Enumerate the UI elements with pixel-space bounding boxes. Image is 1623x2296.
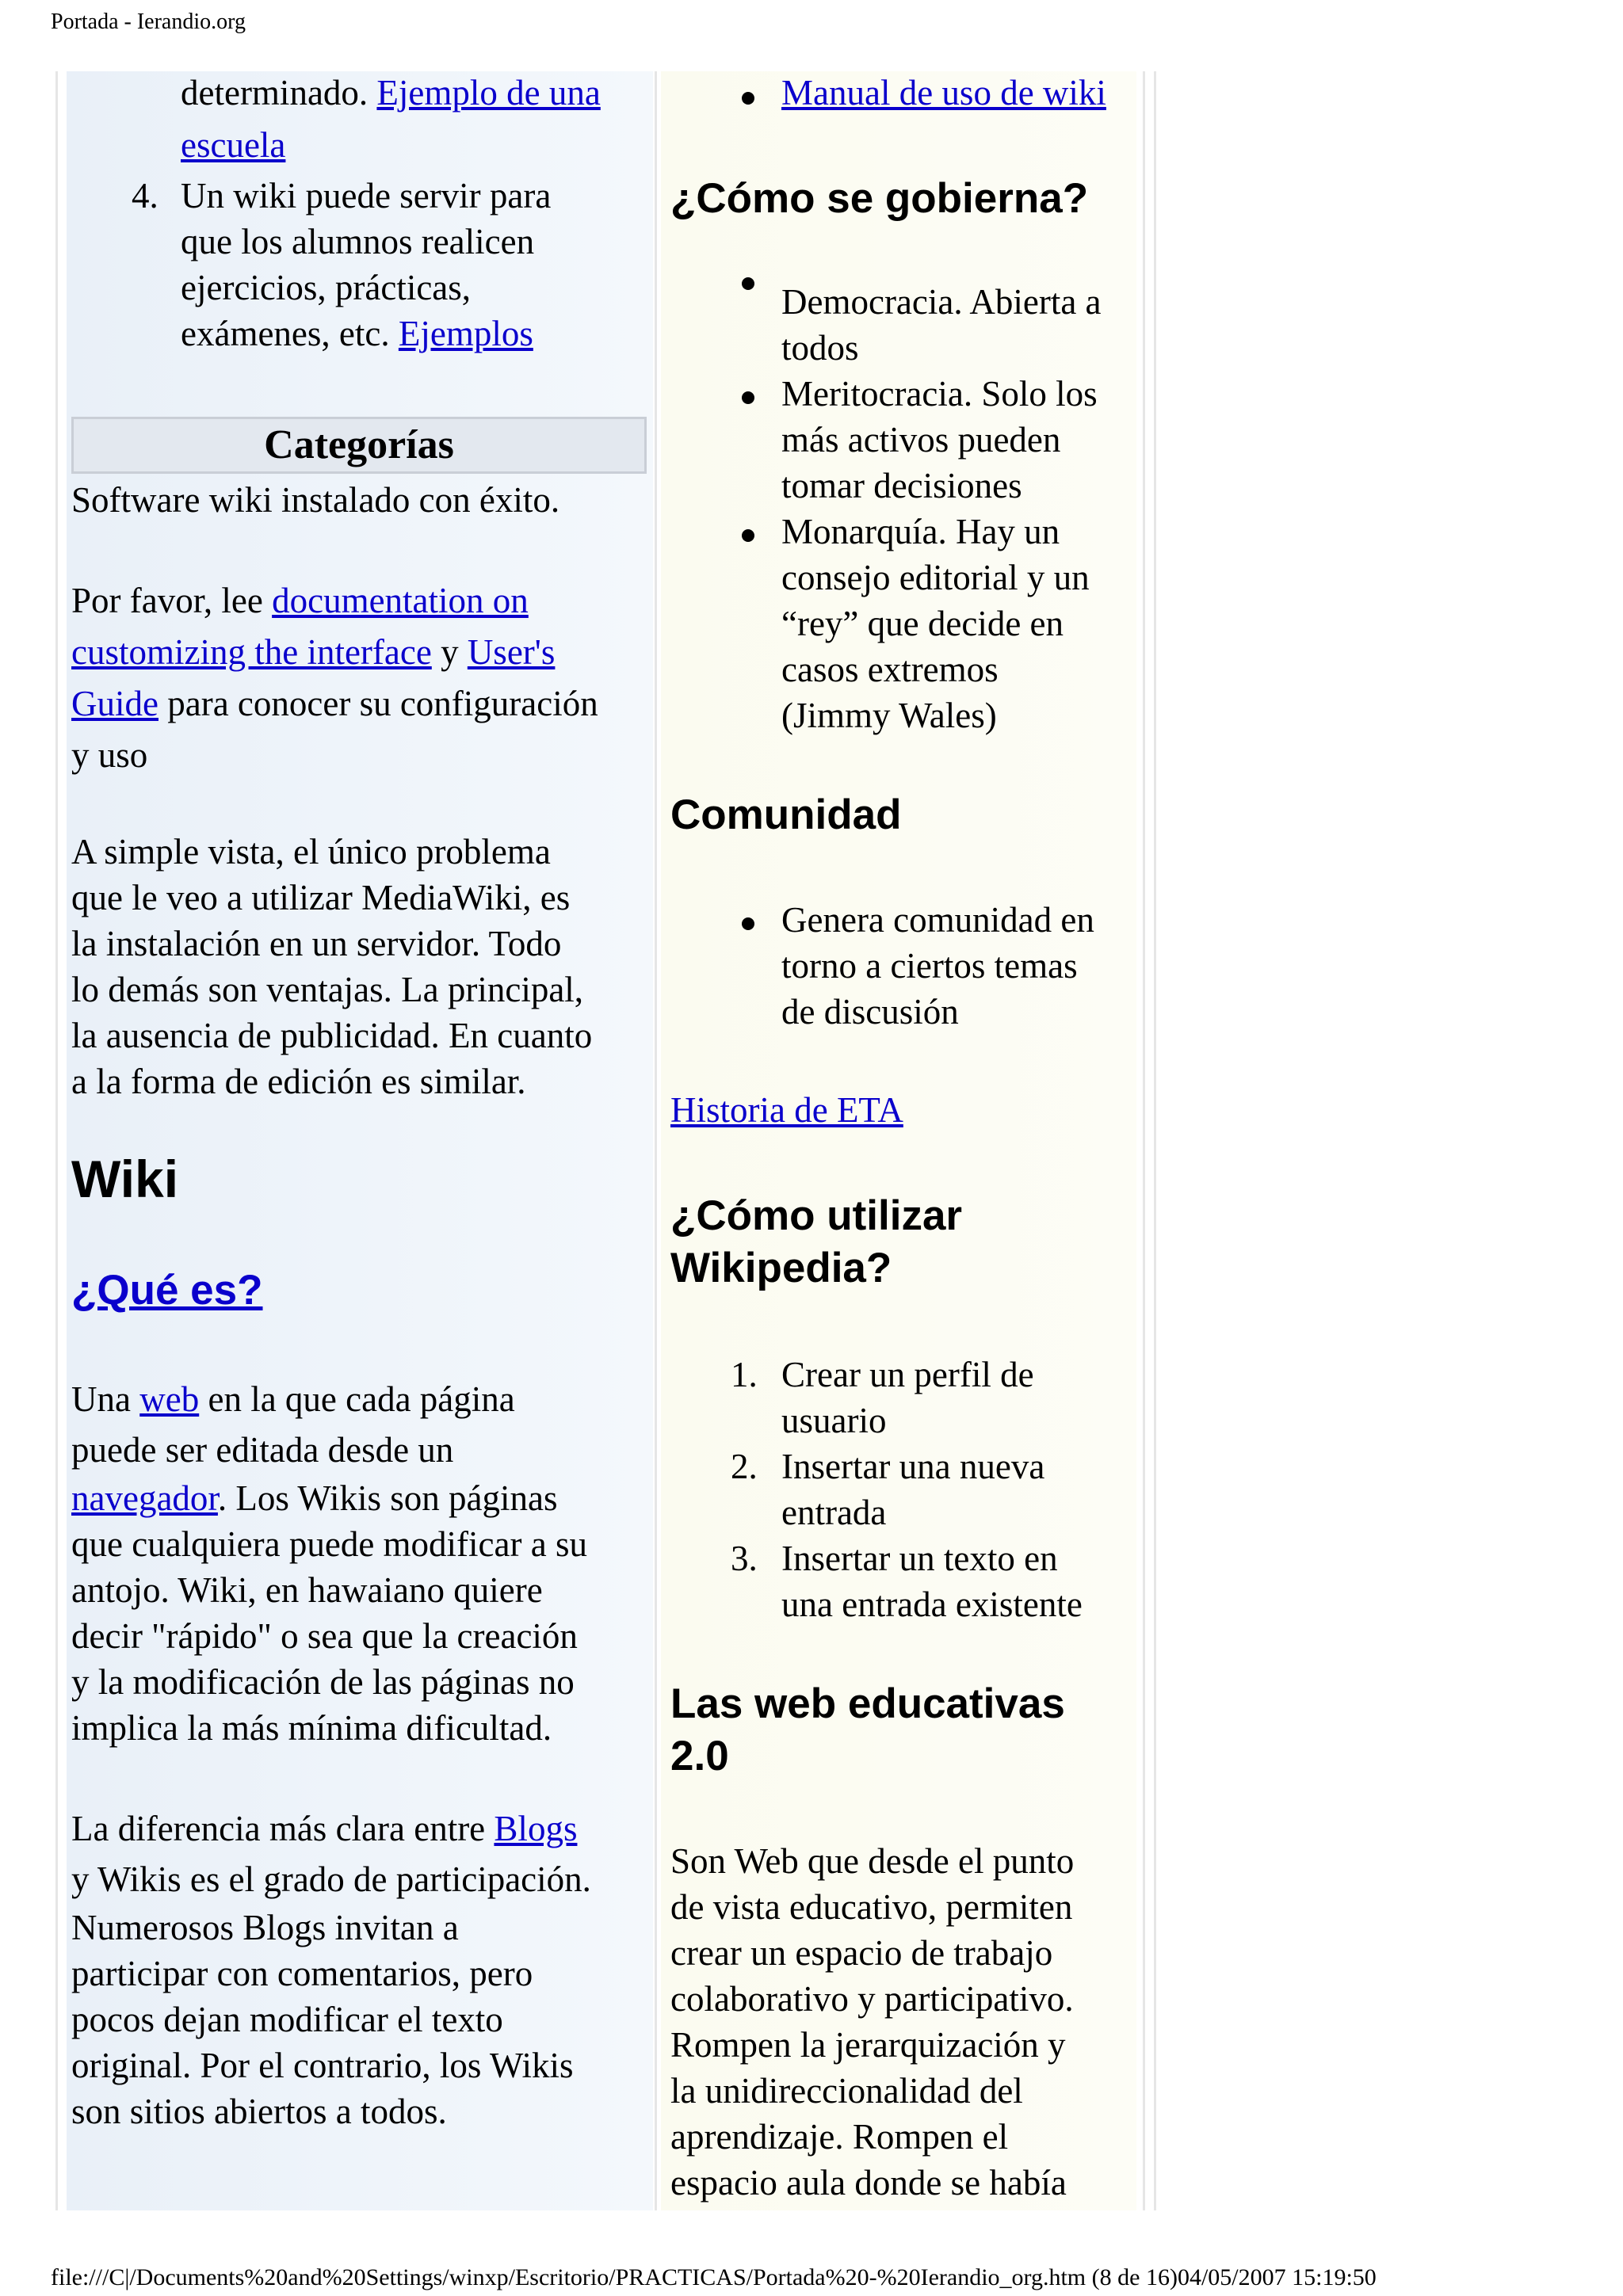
paragraph-line: lo demás son ventajas. La principal, [71,970,584,1009]
list-line: Genera comunidad en [781,900,1094,940]
list-line: Insertar una nueva [781,1447,1045,1486]
list-number: 3. [731,1539,758,1578]
list-line: más activos pueden [781,420,1061,460]
heading-line: Wikipedia? [670,1245,892,1291]
paragraph-text: y uso [71,735,148,775]
list-line: entrada [781,1493,887,1532]
list-number: 2. [731,1447,758,1486]
heading-line: ¿Cómo utilizar [670,1192,963,1239]
paragraph-line: la unidireccionalidad del [670,2071,1023,2111]
gobierna-item [781,509,1090,738]
paragraph-line: crear un espacio de trabajo [670,1933,1053,1973]
gobierna-heading: ¿Cómo se gobierna? [670,175,1089,222]
paragraph-text: para conocer su configuración [158,684,598,723]
bullet-icon [742,917,754,930]
link-que-es[interactable]: ¿Qué es? [71,1267,263,1314]
list-line: todos [781,328,859,368]
list-line: tomar decisiones [781,466,1022,505]
list-line: ejercicios, prácticas, [181,268,472,307]
utilizar-item [781,1352,1034,1444]
paragraph-text: . Los Wikis son páginas [217,1478,558,1518]
paragraph-line: participar con comentarios, pero [71,1954,533,1993]
list-line: Un wiki puede servir para [181,176,552,215]
web-educativas-heading [670,1678,1065,1783]
paragraph-line: puede ser editada desde un [71,1430,454,1470]
list-item-3 [181,70,601,116]
paragraph-line: A simple vista, el único problema [71,832,551,871]
link-ejemplo-escuela[interactable]: Ejemplo de una [376,73,601,113]
list-line: Crear un perfil de [781,1355,1034,1394]
paragraph-line: Rompen la jerarquización y [670,2025,1066,2065]
paragraph-line: y la modificación de las páginas no [71,1662,575,1702]
bullet-icon [742,529,754,542]
list-text: determinado. [181,73,377,113]
mediawiki-paragraph [71,829,592,1104]
page-footer-path: file:///C|/Documents%20and%20Settings/winxp/Escritorio/PRACTICAS/Portada%20-%20Ierandio_org.htm (8 de 16)04/05/2007 15:19:50 [51,2264,1377,2290]
paragraph-line: antojo. Wiki, en hawaiano quiere [71,1570,543,1610]
list-line: Insertar un texto en [781,1539,1058,1578]
column-divider [1154,71,1156,2210]
historia-item [670,1087,903,1133]
manual-list-item [781,70,1106,116]
list-line: consejo editorial y un [781,558,1090,597]
link-escuela[interactable]: escuela [181,125,286,165]
comunidad-heading: Comunidad [670,791,902,838]
paragraph-line: que le veo a utilizar MediaWiki, es [71,878,571,917]
list-line: Meritocracia. Solo los [781,374,1098,414]
web-educativas-paragraph [670,1838,1074,2206]
gobierna-item [781,279,1102,371]
paragraph-line: la instalación en un servidor. Todo [71,924,562,963]
link-ejemplos[interactable]: Ejemplos [398,314,533,353]
list-line: (Jimmy Wales) [781,696,997,735]
paragraph-line: decir "rápido" o sea que la creación [71,1616,578,1656]
paragraph-line: implica la más mínima dificultad. [71,1708,552,1748]
list-line: “rey” que decide en [781,604,1064,643]
list-item-3-cont [181,122,285,168]
paragraph-line: a la forma de edición es similar. [71,1062,526,1101]
please-paragraph [71,575,598,781]
utilizar-heading [670,1190,962,1295]
list-item-4 [181,173,551,357]
gobierna-item [781,371,1098,509]
link-blogs[interactable]: Blogs [494,1809,578,1848]
link-users-guide[interactable]: User's [467,632,556,672]
paragraph-line: la ausencia de publicidad. En cuanto [71,1016,593,1055]
bullet-icon [742,277,754,290]
paragraph-line: Numerosos Blogs invitan a [71,1908,459,1947]
column-divider [55,71,58,2210]
paragraph-line: pocos dejan modificar el texto [71,2000,503,2039]
bullet-icon [742,92,754,105]
link-web[interactable]: web [139,1379,200,1419]
link-guide[interactable]: Guide [71,684,158,723]
paragraph-line: aprendizaje. Rompen el [670,2117,1009,2157]
list-line: torno a ciertos temas [781,946,1078,986]
paragraph-text: y [431,632,468,672]
comunidad-item [781,897,1094,1035]
list-line: exámenes, etc. [181,314,399,353]
list-number: 1. [731,1355,758,1394]
que-es-heading [71,1264,263,1317]
link-documentation[interactable]: documentation on [272,581,529,620]
paragraph-text: en la que cada página [199,1379,515,1419]
utilizar-item [781,1444,1044,1535]
list-line: usuario [781,1401,887,1440]
blogs-paragraph [71,1803,591,2134]
paragraph-line: que cualquiera puede modificar a su [71,1524,587,1564]
column-divider [655,71,657,2210]
paragraph-line: espacio aula donde se había [670,2163,1067,2203]
list-line: que los alumnos realicen [181,222,535,261]
link-customizing-interface[interactable]: customizing the interface [71,632,432,672]
link-manual-wiki[interactable]: Manual de uso de wiki [781,73,1106,113]
utilizar-item [781,1535,1083,1627]
link-navegador[interactable]: navegador [71,1478,218,1518]
installed-text: Software wiki instalado con éxito. [71,480,560,520]
paragraph-text: Una [71,1379,140,1419]
heading-line: 2.0 [670,1733,729,1779]
list-line: casos extremos [781,650,999,689]
paragraph-text: La diferencia más clara entre [71,1809,495,1848]
paragraph-line: Son Web que desde el punto [670,1841,1075,1881]
page-header-title: Portada - Ierandio.org [51,10,246,34]
heading-line: Las web educativas [670,1680,1065,1727]
categories-heading: Categorías [71,417,647,474]
list-line: una entrada existente [781,1585,1083,1624]
paragraph-line: son sitios abiertos a todos. [71,2092,447,2131]
list-line: Democracia. Abierta a [781,282,1102,322]
wiki-definition-paragraph [71,1374,587,1751]
wiki-heading: Wiki [71,1150,179,1208]
paragraph-line: de vista educativo, permiten [670,1887,1073,1927]
link-historia-eta[interactable]: Historia de ETA [670,1090,903,1130]
paragraph-line: colaborativo y participativo. [670,1979,1074,2019]
paragraph-line: original. Por el contrario, los Wikis [71,2046,574,2085]
bullet-icon [742,391,754,404]
list-number: 4. [132,176,158,215]
list-line: Monarquía. Hay un [781,512,1060,551]
paragraph-line: y Wikis es el grado de participación. [71,1859,591,1899]
paragraph-text: Por favor, lee [71,581,273,620]
list-line: de discusión [781,992,959,1032]
column-divider [1143,71,1145,2210]
